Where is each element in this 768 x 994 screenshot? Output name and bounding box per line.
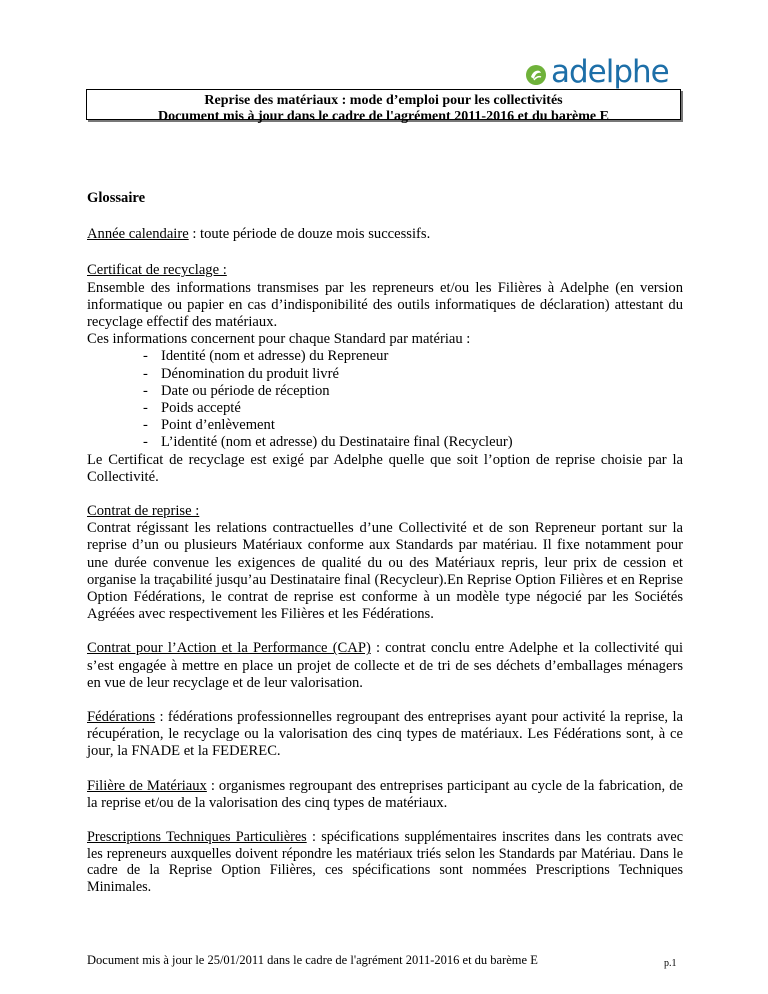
entry-cap <box>87 640 683 692</box>
term-cap: Contrat pour l’Action et la Performance (CAP) <box>87 640 371 657</box>
certificat-paragraph-2: Ces informations concernent pour chaque Standard par matériau : <box>87 331 471 348</box>
document-title-box <box>86 89 681 124</box>
glossary-heading: Glossaire <box>87 190 146 206</box>
entry-annee-calendaire <box>87 226 683 243</box>
list-item: - Date ou période de réception <box>143 383 683 400</box>
list-item: - Identité (nom et adresse) du Repreneur <box>143 348 683 365</box>
certificat-list <box>87 348 683 451</box>
entry-filiere <box>87 778 683 812</box>
list-item: - Dénomination du produit livré <box>143 366 683 383</box>
entry-prescriptions <box>87 829 683 895</box>
list-item: - Poids accepté <box>143 400 683 417</box>
adelphe-logo <box>525 52 669 92</box>
list-item: - L’identité (nom et adresse) du Destinataire final (Recycleur) <box>143 434 683 451</box>
leaf-swirl-icon <box>525 64 547 86</box>
definition-cap: : contrat conclu entre Adelphe et la collectivité qui s’est engagée à mettre en place un projet de collecte et de tri de ses déchets d’emballages ménagers en vue de leur recyclage et de leur valorisation. <box>87 640 684 691</box>
term-prescriptions: Prescriptions Techniques Particulières <box>87 829 307 846</box>
logo-text: adelphe <box>551 54 669 90</box>
entry-federations <box>87 709 683 761</box>
certificat-paragraph-1: Ensemble des informations transmises par les repreneurs et/ou les Filières à Adelphe (en version informatique ou papier en cas d’indisponibilité des outils informatiques de déclaration) attestant du recyclage effectif des matériaux. <box>87 279 683 331</box>
list-item: - Point d’enlèvement <box>143 417 683 434</box>
definition-filiere: : organismes regroupant des entreprises participant au cycle de la fabrication, de la reprise et/ou de la valorisation des cinq types de matériaux. <box>87 777 683 811</box>
page-number: p.1 <box>664 958 677 969</box>
glossary-content <box>87 190 683 895</box>
definition-federations: : fédérations professionnelles regroupant des entreprises ayant pour activité la reprise, la récupération, le recyclage ou la valorisation des cinq types de matériaux. Les Fédérations sont, à ce jour, la FNADE et la FEDEREC. <box>87 709 683 760</box>
contrat-reprise-text: Contrat régissant les relations contractuelles d’une Collectivité et de son Repreneur portant sur la reprise d’un ou plusieurs Matériaux conforme aux Standards par matériau. Il fixe notamment pour une durée convenue les exigences de qualité du ou des Matériaux repris, leur prix de cession et organise la traçabilité jusqu’au Destinataire final (Recycleur).En Reprise Option Filières et en Reprise Option Fédérations, le contrat de reprise est conforme à un modèle type négocié par les Sociétés Agréées avec respectivement les Filières et les Fédérations. <box>87 520 683 623</box>
certificat-paragraph-3: Le Certificat de recyclage est exigé par Adelphe quelle que soit l’option de reprise choisie par la Collectivité. <box>87 451 683 485</box>
page-footer: Document mis à jour le 25/01/2011 dans le cadre de l'agrément 2011-2016 et du barème E <box>87 953 538 967</box>
definition-annee-calendaire: : toute période de douze mois successifs. <box>188 226 431 243</box>
term-federations: Fédérations <box>87 709 156 726</box>
term-filiere: Filière de Matériaux <box>87 777 207 794</box>
title-line-1: Reprise des matériaux : mode d’emploi pour les collectivités <box>204 93 563 108</box>
title-line-2: Document mis à jour dans le cadre de l'agrément 2011-2016 et du barème E <box>158 109 609 124</box>
term-certificat: Certificat de recyclage : <box>87 262 227 279</box>
term-annee-calendaire: Année calendaire <box>87 226 189 243</box>
definition-prescriptions: : spécifications supplémentaires inscrites dans les contrats avec les repreneurs auxquelles doivent répondre les matériaux triés selon les Standards par Matériau. Dans le cadre de la Reprise Option Filières, ces spécifications sont nommées Prescriptions Techniques Minimales. <box>87 829 683 895</box>
term-contrat-reprise: Contrat de reprise : <box>87 503 200 520</box>
